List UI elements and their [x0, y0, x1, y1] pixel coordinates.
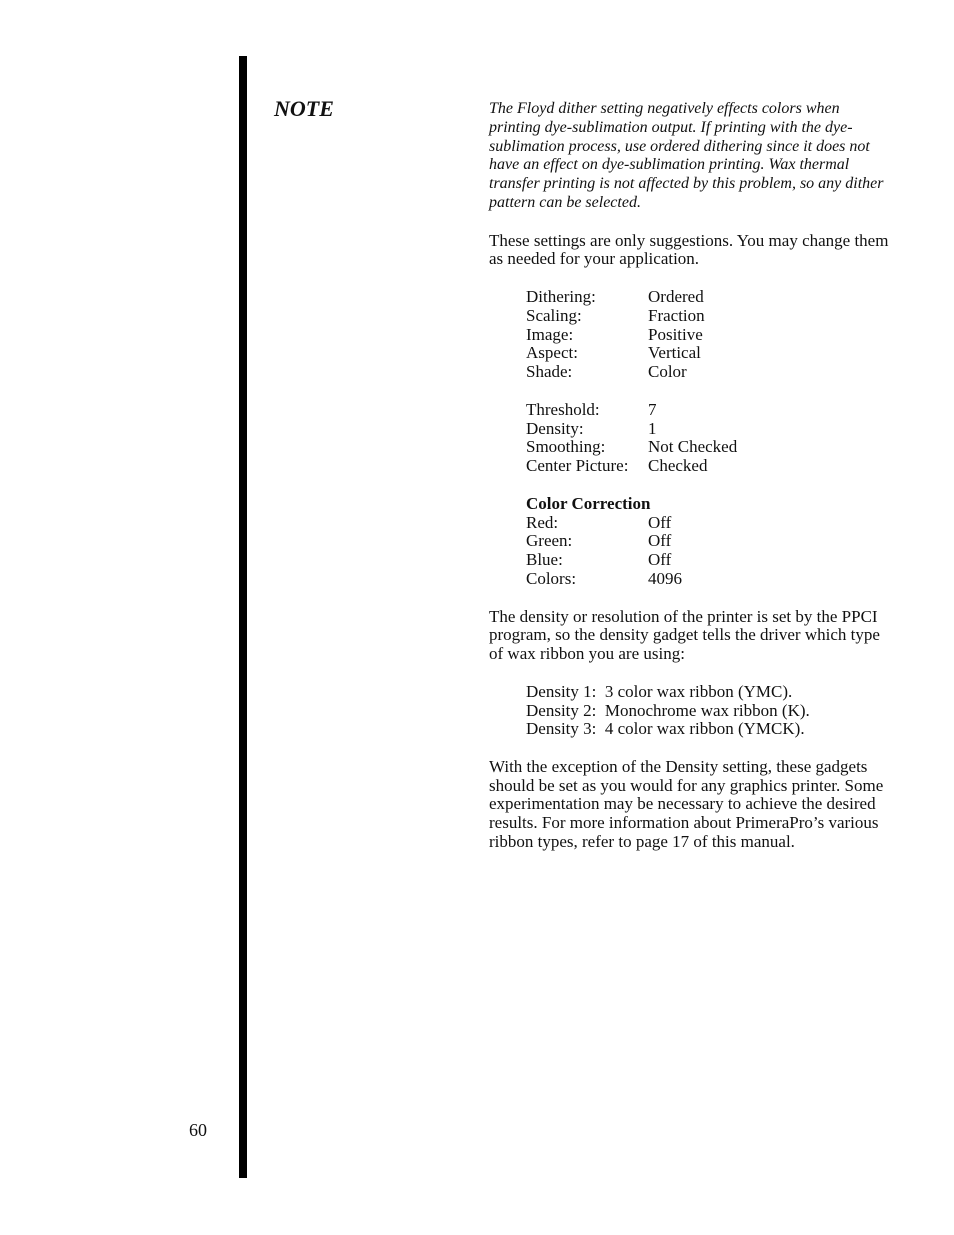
setting-value: Off	[648, 512, 672, 532]
setting-key: Image:	[526, 324, 574, 344]
setting-key: Shade:	[526, 362, 573, 382]
setting-value: Vertical	[648, 343, 701, 363]
setting-key: Red:	[526, 512, 559, 532]
setting-value: Color	[648, 362, 687, 382]
setting-key: Colors:	[526, 568, 577, 588]
setting-key: Threshold:	[526, 399, 600, 419]
setting-row	[526, 363, 889, 382]
note-label: NOTE	[274, 96, 334, 121]
setting-row	[526, 570, 889, 589]
setting-value: Checked	[648, 456, 708, 476]
setting-row	[526, 344, 889, 363]
closing-paragraph: With the exception of the Density setting, these gadgets should be set as you would for any graphics printer. Some experimentation may be necessary to achieve the desired results. For more information about PrimeraPro’s various ribbon types, refer to page 17 of this manual.	[489, 756, 884, 852]
density-item: Density 2: Monochrome wax ribbon (K).	[526, 700, 810, 720]
setting-row	[526, 514, 889, 533]
setting-row	[526, 532, 889, 551]
setting-value: 1	[648, 418, 657, 438]
color-correction-heading: Color Correction	[526, 493, 651, 513]
setting-key: Smoothing:	[526, 437, 606, 457]
setting-row	[526, 401, 889, 420]
setting-value: Off	[648, 531, 672, 551]
setting-value: Positive	[648, 324, 703, 344]
setting-key: Aspect:	[526, 343, 578, 363]
setting-value: Fraction	[648, 305, 705, 325]
intro-paragraph: These settings are only suggestions. You may change them as needed for your application.	[489, 230, 889, 269]
setting-key: Density:	[526, 418, 584, 438]
setting-row	[526, 326, 889, 345]
settings-group-color	[526, 495, 889, 589]
setting-row	[526, 307, 889, 326]
setting-row	[526, 288, 889, 307]
note-text: The Floyd dither setting negatively effects colors when printing dye-sublimation output. If printing with the dye-sublimation process, use ordered dithering since it does not have an effect on dye-sublimation printing. Wax thermal transfer printing is not affected by this problem, so any dither pattern can be selected.	[489, 100, 884, 211]
setting-value: 4096	[648, 568, 682, 588]
settings-group-a	[526, 288, 889, 382]
setting-key: Green:	[526, 531, 573, 551]
setting-key: Scaling:	[526, 305, 582, 325]
setting-key: Blue:	[526, 550, 563, 570]
setting-key: Dithering:	[526, 286, 596, 306]
margin-rule	[239, 56, 247, 1178]
page-number: 60	[189, 1120, 207, 1140]
setting-value: Off	[648, 550, 672, 570]
setting-value: 7	[648, 399, 657, 419]
settings-group-b	[526, 401, 889, 476]
setting-row	[526, 438, 889, 457]
density-paragraph: The density or resolution of the printer is set by the PPCI program, so the density gadget tells the driver which type of wax ribbon you are using:	[489, 606, 880, 664]
main-column	[489, 100, 889, 871]
density-item: Density 1: 3 color wax ribbon (YMC).	[526, 681, 793, 701]
setting-key: Center Picture:	[526, 456, 629, 476]
density-list	[526, 683, 889, 739]
setting-row	[526, 420, 889, 439]
setting-value: Ordered	[648, 286, 704, 306]
setting-row	[526, 457, 889, 476]
setting-value: Not Checked	[648, 437, 738, 457]
density-item: Density 3: 4 color wax ribbon (YMCK).	[526, 719, 805, 739]
setting-row	[526, 551, 889, 570]
